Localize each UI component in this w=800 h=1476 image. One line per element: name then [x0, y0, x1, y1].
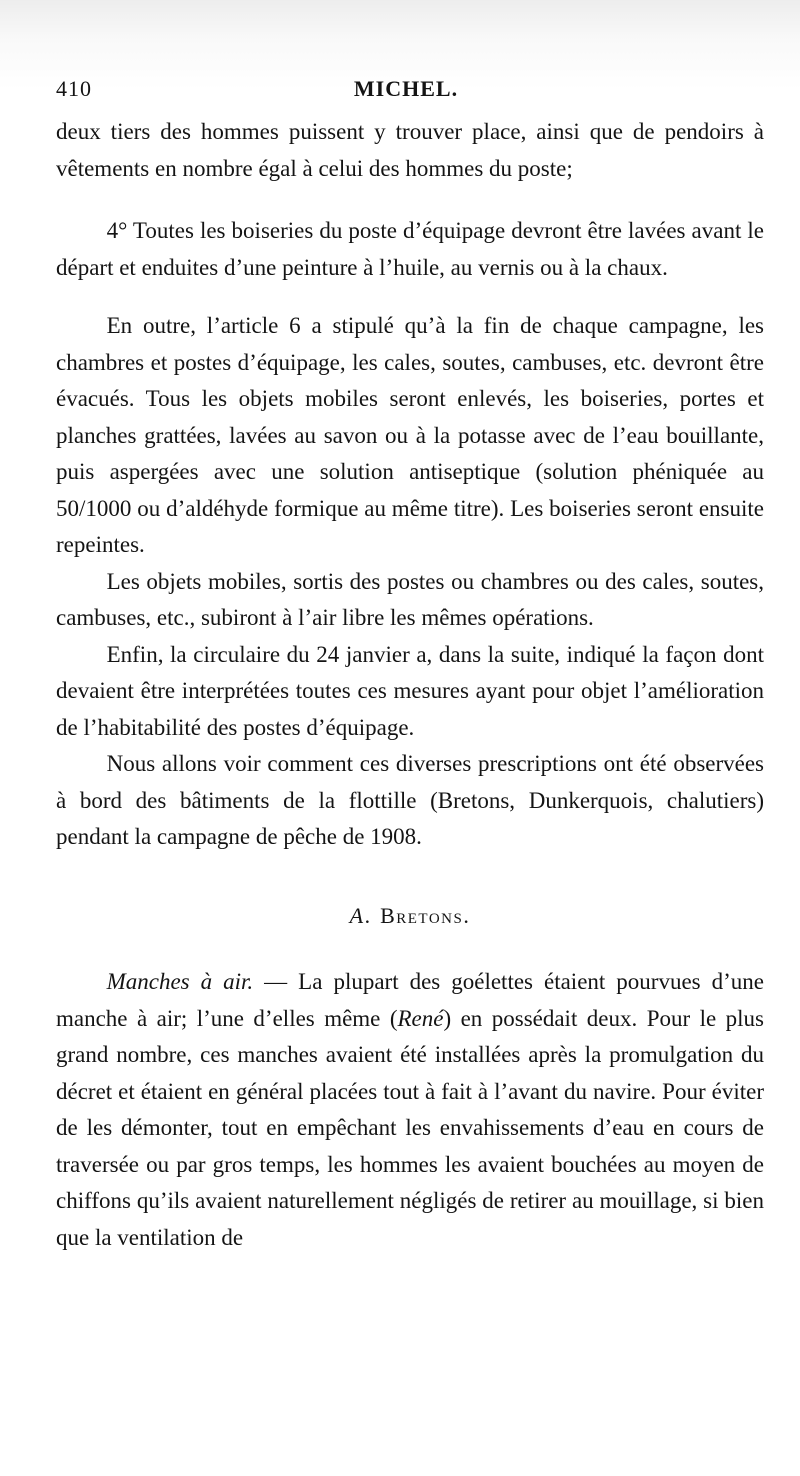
running-head: MICHEL.	[353, 76, 459, 101]
body-text	[56, 114, 764, 1256]
ship-name: René	[397, 1005, 444, 1031]
paragraph-text-part-2: ) en possédait deux. Pour le plus grand nombre, ces manches avaient été installées après la promulgation du décret et étaient en général placées tout à fait à l’avant du navire. Pour éviter de les démonter, tout en empêchant les envahissements d’eau en cours de traversée ou par gros temps, les hommes les avaient bouchées au moyen de chiffons qu’ils avaient naturellement négligés de retirer au mouillage, si bien que la ventilation de	[56, 1005, 764, 1250]
page-header	[56, 76, 756, 108]
section-letter: A.	[349, 902, 373, 928]
section-title: Bretons.	[380, 902, 471, 928]
section-heading	[56, 898, 764, 935]
subsection-lead: Manches à air.	[106, 969, 254, 994]
paragraph-5: Enfin, la circulaire du 24 janvier a, dans la suite, indiqué la façon dont devaient être interprétées toutes ces mesures ayant pour objet l’amélioration de l’habitabilité des postes d’équipage.	[56, 641, 764, 740]
paragraph-2: 4° Toutes les boiseries du poste d’équipage devront être lavées avant le départ et enduites d’une peinture à l’huile, au vernis ou à la chaux.	[56, 218, 764, 280]
paragraph-manches-a-air	[56, 964, 764, 1256]
paragraph-4: Les objets mobiles, sortis des postes ou chambres ou des cales, soutes, cambuses, etc., subiront à l’air libre les mêmes opérations.	[56, 568, 764, 630]
paragraph-1: deux tiers des hommes puissent y trouver place, ainsi que de pendoirs à vêtements en nombre égal à celui des hommes du poste;	[56, 119, 764, 181]
page-number: 410	[56, 76, 92, 101]
paragraph-text-part-1: — La plupart des goélettes étaient pourvues d’une manche à air; l’une d’elles même (	[56, 969, 764, 1031]
paragraph-6: Nous allons voir comment ces diverses prescriptions ont été observées à bord des bâtiments de la flottille (Bretons, Dunkerquois, chalutiers) pendant la campagne de pêche de 1908.	[56, 751, 764, 849]
paragraph-3: En outre, l’article 6 a stipulé qu’à la fin de chaque campagne, les chambres et postes d’équipage, les cales, soutes, cambuses, etc. devront être évacués. Tous les objets mobiles seront enlevés, les boiseries, portes et planches grattées, lavées au savon ou à la potasse avec de l’eau bouillante, puis aspergées avec une solution antiseptique (solution phéniquée au 50/1000 ou d’aldéhyde formique au même titre). Les boiseries seront ensuite repeintes.	[56, 313, 764, 557]
